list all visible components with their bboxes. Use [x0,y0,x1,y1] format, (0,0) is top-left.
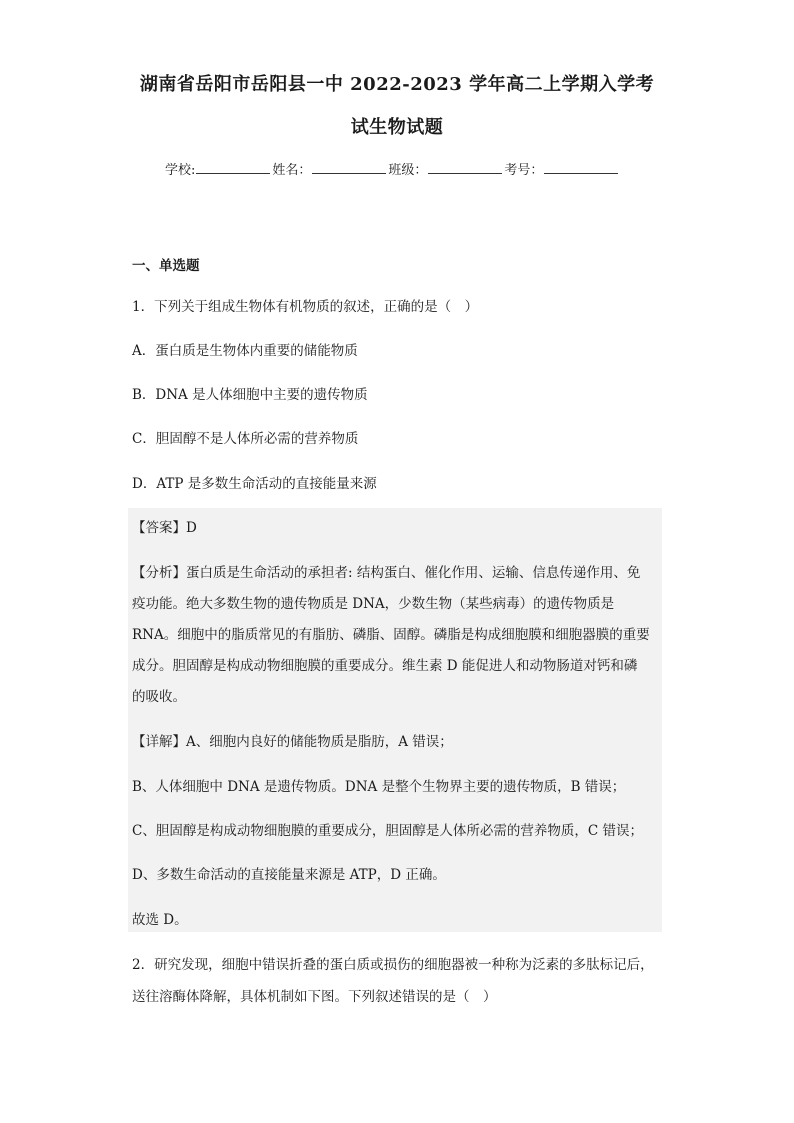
class-blank [428,161,502,174]
name-blank [312,161,386,174]
answer-label: 【答案】 [132,520,186,536]
detail-text-1: A、细胞内良好的储能物质是脂肪，A 错误； [186,734,453,750]
analysis-line-1 [132,561,640,581]
number-blank [544,161,618,174]
detail-line-3: C、胆固醇是构成动物细胞膜的重要成分，胆固醇是人体所必需的营养物质，C 错误； [132,823,643,839]
analysis-line-4: 成分。胆固醇是构成动物细胞膜的重要成分。维生素 D 能促进人和动物肠道对钙和磷 [132,658,638,674]
detail-line-2: B、人体细胞中 DNA 是遗传物质。DNA 是整个生物界主要的遗传物质，B 错误； [132,779,626,795]
analysis-line-3: RNA。细胞中的脂质常见的有脂肪、磷脂、固醇。磷脂是构成细胞膜和细胞器膜的重要 [132,627,650,643]
question1-option-b: B．DNA 是人体细胞中主要的遗传物质 [132,387,368,403]
school-blank [196,161,270,174]
question2-stem-line1: 2．研究发现，细胞中错误折叠的蛋白质或损伤的细胞器被一种称为泛素的多肽标记后， [132,957,654,973]
detail-line-4: D、多数生命活动的直接能量来源是 ATP，D 正确。 [132,867,446,883]
question1-option-d: D．ATP 是多数生命活动的直接能量来源 [132,476,377,492]
question2-stem-line2: 送往溶酶体降解，具体机制如下图。下列叙述错误的是（ ） [132,989,497,1005]
question1-stem: 1．下列关于组成生物体有机物质的叙述，正确的是（ ） [132,299,479,315]
detail-line-5: 故选 D。 [132,912,188,928]
detail-line-1 [132,730,453,750]
question1-option-c: C．胆固醇不是人体所必需的营养物质 [132,431,359,447]
analysis-line-2: 疫功能。绝大多数生物的遗传物质是 DNA，少数生物（某些病毒）的遗传物质是 [132,596,615,612]
analysis-label: 【分析】 [132,565,186,581]
answer-value: D [186,520,197,536]
section-title: 一、单选题 [132,258,200,274]
analysis-line-5: 的吸收。 [132,689,186,705]
class-label: 班级： [388,163,428,178]
document-title-line2: 试生物试题 [350,117,444,138]
number-label: 考号： [504,163,544,178]
analysis-text-1: 蛋白质是生命活动的承担者: 结构蛋白、催化作用、运输、信息传递作用、免 [186,565,641,581]
name-label: 姓名： [272,163,312,178]
question1-option-a: A．蛋白质是生物体内重要的储能物质 [132,343,358,359]
student-info-line [165,159,620,178]
answer-line [132,516,197,536]
detail-label: 【详解】 [132,734,186,750]
document-title-line1: 湖南省岳阳市岳阳县一中 2022-2023 学年高二上学期入学考 [139,74,655,95]
school-label: 学校: [165,163,196,178]
